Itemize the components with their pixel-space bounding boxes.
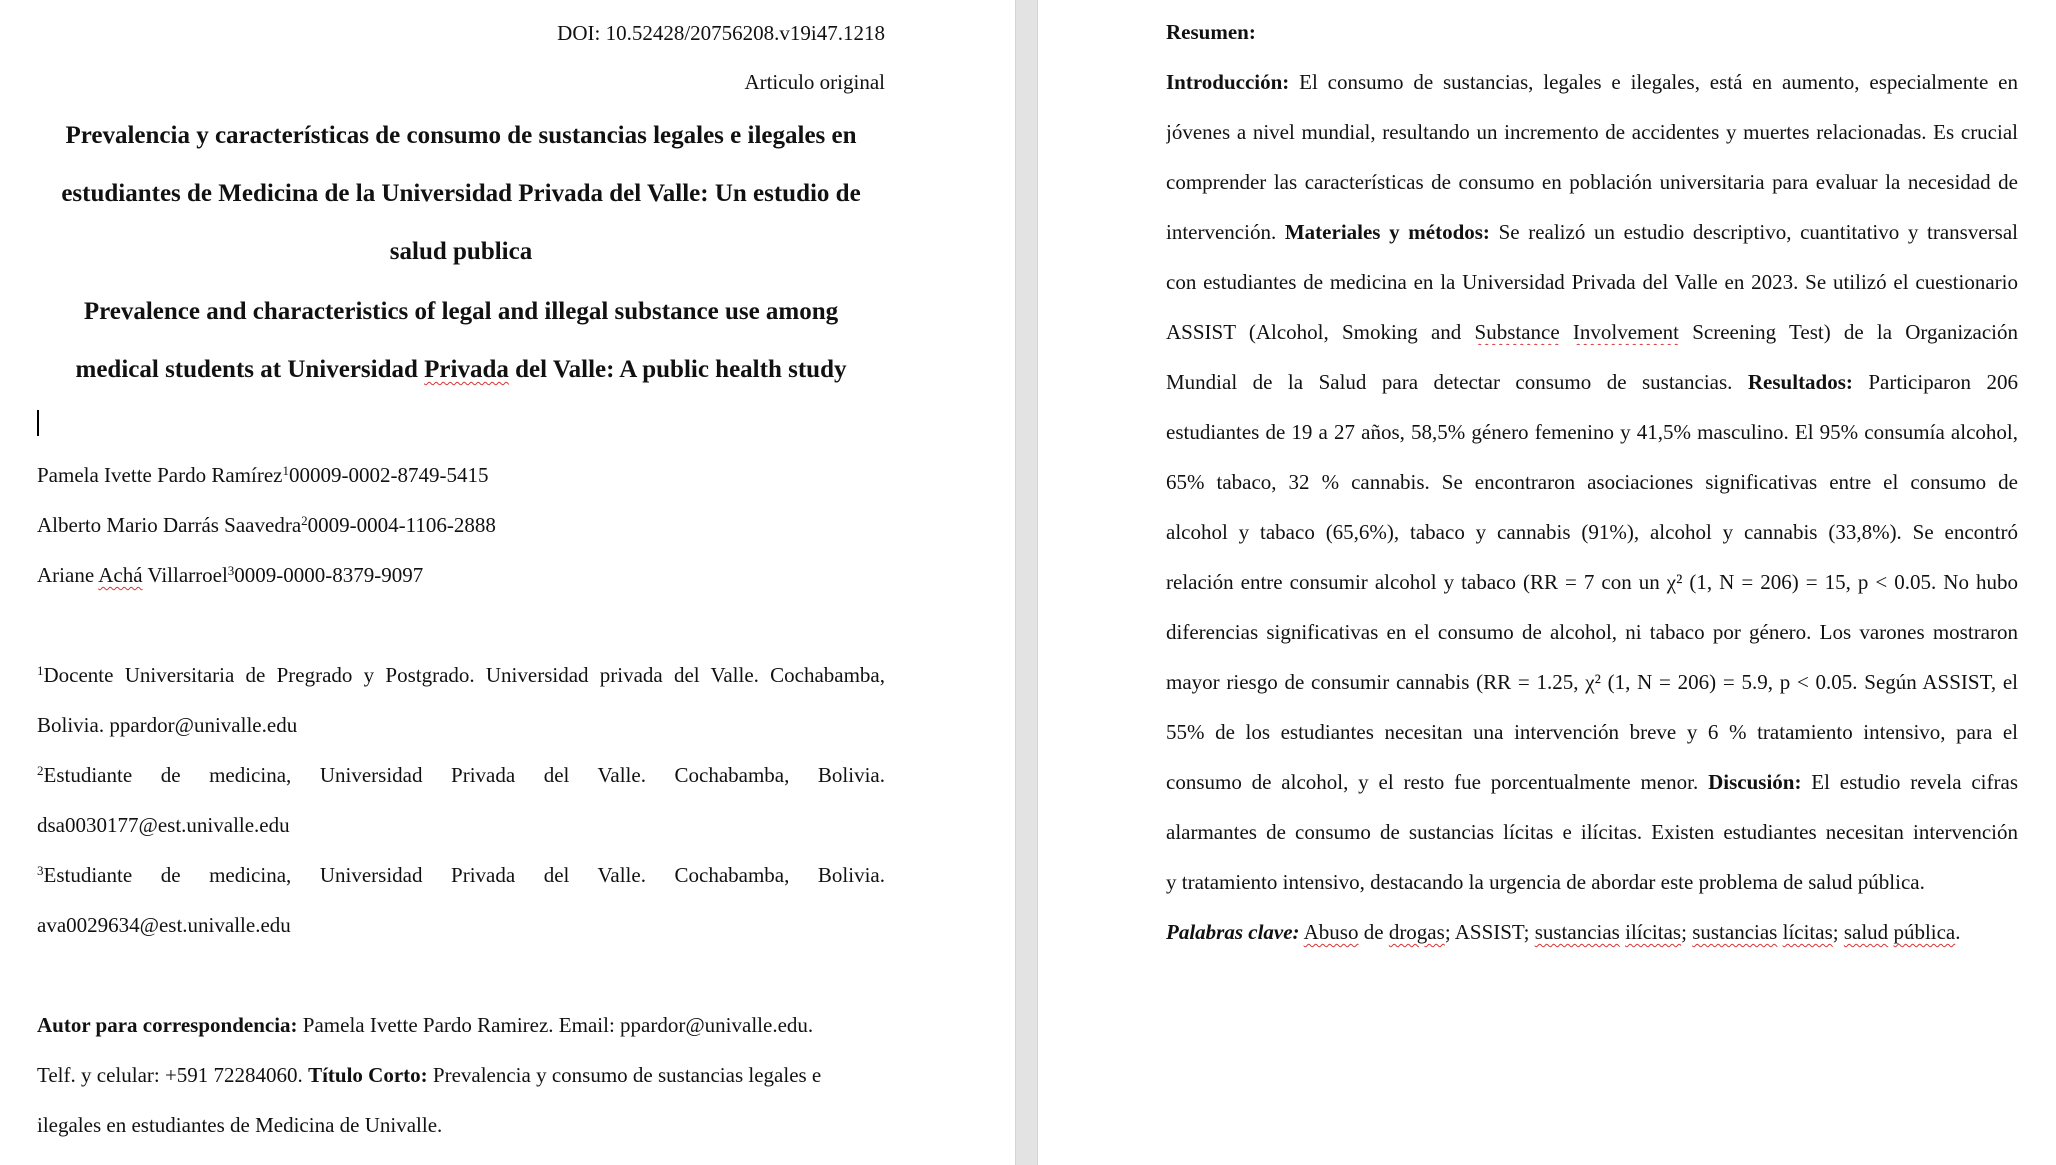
correspondence-line-2: Telf. y celular: +591 72284060. Título Corto: Prevalencia y consumo de sustancias legales e bbox=[37, 1063, 822, 1087]
author-1: Pamela Ivette Pardo Ramírez$^1$00009-0002-8749-5415 bbox=[37, 463, 489, 487]
abstract-line-1: Introducción: El consumo de sustancias, legales e ilegales, está en aumento, especialmente en bbox=[1166, 70, 2018, 94]
text-cursor bbox=[37, 410, 39, 436]
abstract-line-12: diferencias significativas en el consumo de alcohol, ni tabaco por género. Los varones mostraron bbox=[1166, 620, 2018, 644]
abstract-line-11: relación entre consumir alcohol y tabaco (RR = 7 con un χ² (1, N = 206) = 15, p < 0.05. No hubo bbox=[1166, 570, 2018, 594]
abstract-line-5: con estudiantes de medicina en la Universidad Privada del Valle en 2023. Se utilizó el cuestionario bbox=[1166, 270, 2018, 294]
abstract-line-9: 65% tabaco, 32 % cannabis. Se encontraron asociaciones significativas entre el consumo de bbox=[1166, 470, 2018, 494]
abstract-line-13: mayor riesgo de consumir cannabis (RR = 1.25, χ² (1, N = 206) = 5.9, p < 0.05. Según ASSIST, el bbox=[1166, 670, 2018, 694]
doi-line: DOI: 10.52428/20756208.v19i47.1218 bbox=[557, 21, 885, 45]
title-es-line-1: Prevalencia y características de consumo de sustancias legales e ilegales en bbox=[65, 122, 857, 149]
abstract-line-17: y tratamiento intensivo, destacando la urgencia de abordar este problema de salud pública. bbox=[1166, 870, 1925, 894]
abstract-line-10: alcohol y tabaco (65,6%), tabaco y cannabis (91%), alcohol y cannabis (33,8%). Se encontró bbox=[1166, 520, 2018, 544]
spellcheck-word: Privada bbox=[424, 356, 509, 383]
abstract-line-15: consumo de alcohol, y el resto fue porcentualmente menor. Discusión: El estudio revela cifras bbox=[1166, 770, 2018, 794]
correspondence-line-3: ilegales en estudiantes de Medicina de Univalle. bbox=[37, 1113, 443, 1137]
abstract-line-4: intervención. Materiales y métodos: Se realizó un estudio descriptivo, cuantitativo y transversal bbox=[1166, 220, 2018, 244]
title-es-line-3: salud publica bbox=[389, 238, 533, 265]
abstract-line-3: comprender las características de consumo en población universitaria para evaluar la necesidad de bbox=[1166, 170, 2018, 194]
keywords-line: Palabras clave: Abuso de drogas; ASSIST; sustancias ilícitas; sustancias lícitas; salud pública. bbox=[1166, 920, 1961, 944]
title-en-line-1: Prevalence and characteristics of legal and illegal substance use among bbox=[83, 298, 839, 325]
abstract-line-7: Mundial de la Salud para detectar consumo de sustancias. Resultados: Participaron 206 bbox=[1166, 370, 2018, 394]
article-type: Articulo original bbox=[744, 70, 885, 94]
abstract-line-16: alarmantes de consumo de sustancias lícitas e ilícitas. Existen estudiantes necesitan intervención bbox=[1166, 820, 2018, 844]
affiliation-3-line-2: ava0029634@est.univalle.edu bbox=[37, 913, 291, 937]
author-2: Alberto Mario Darrás Saavedra$^2$0009-0004-1106-2888 bbox=[37, 513, 496, 537]
abstract-line-2: jóvenes a nivel mundial, resultando un incremento de accidentes y muertes relacionadas. Es crucial bbox=[1166, 120, 2018, 144]
abstract-line-14: 55% de los estudiantes necesitan una intervención breve y 6 % tratamiento intensivo, para el bbox=[1166, 720, 2018, 744]
title-en-line-2: medical students at Universidad Privada del Valle: A public health study bbox=[75, 356, 847, 383]
affiliation-1-line-2: Bolivia. ppardor@univalle.edu bbox=[37, 713, 298, 737]
title-es-line-2: estudiantes de Medicina de la Universidad Privada del Valle: Un estudio de bbox=[61, 180, 861, 207]
affiliation-2-line-2: dsa0030177@est.univalle.edu bbox=[37, 813, 290, 837]
affiliation-1-line-1: $^1$Docente Universitaria de Pregrado y Postgrado. Universidad privada del Valle. Cochabamba, bbox=[37, 663, 885, 687]
affiliation-3-line-1: $^3$Estudiante de medicina, Universidad Privada del Valle. Cochabamba, Bolivia. bbox=[37, 863, 885, 887]
page-gutter bbox=[1015, 0, 1038, 1165]
abstract-line-6: ASSIST (Alcohol, Smoking and Substance Involvement Screening Test) de la Organización bbox=[1166, 320, 2018, 344]
author-3: Ariane Achá Villarroel$^3$0009-0000-8379-9097 bbox=[37, 563, 424, 587]
affiliation-2-line-1: $^2$Estudiante de medicina, Universidad Privada del Valle. Cochabamba, Bolivia. bbox=[37, 763, 885, 787]
abstract-heading: Resumen: bbox=[1166, 20, 1256, 44]
correspondence-line-1: Autor para correspondencia: Pamela Ivette Pardo Ramirez. Email: ppardor@univalle.edu. bbox=[37, 1013, 814, 1037]
abstract-line-8: estudiantes de 19 a 27 años, 58,5% género femenino y 41,5% masculino. El 95% consumía alcohol, bbox=[1166, 420, 2018, 444]
